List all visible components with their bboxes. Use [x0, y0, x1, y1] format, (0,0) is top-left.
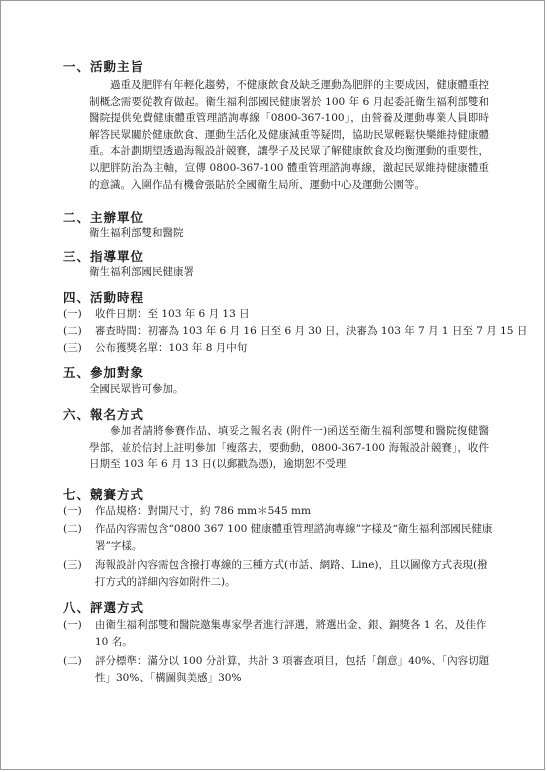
item-text: 評分標準：滿分以 100 分計算，共計 3 項審查項目，包括「創意」40%、「內容切題性」30%、「構圖與美感」30% [95, 655, 490, 684]
judging-item [63, 617, 493, 651]
section-title-competition: 七、競賽方式 [63, 487, 145, 502]
schedule-item [63, 340, 493, 357]
section-title-supervisor: 三、指導單位 [63, 249, 145, 264]
section-title-schedule: 四、活動時程 [63, 290, 145, 305]
item-number: (三) [63, 559, 82, 571]
supervisor-text: 衛生福利部國民健康署 [89, 266, 194, 278]
item-text: 公布獲獎名單：103 年 8 月中旬 [95, 342, 248, 354]
item-text: 由衛生福利部雙和醫院邀集專家學者進行評選，將選出金、銀、銅獎各 1 名，及佳作 10 名。 [95, 619, 487, 648]
item-text: 海報設計內容需包含撥打專線的三種方式(市話、網路、Line)，且以圖像方式表現(撥打方式的詳細內容如附件二)。 [95, 559, 488, 588]
item-text: 作品內容需包含“0800 367 100 健康體重管理諮詢專線”字樣及“衛生福利部國民健康署”字樣。 [95, 523, 493, 552]
competition-item [63, 503, 493, 520]
section-title-organizer: 二、主辦單位 [63, 210, 145, 225]
item-text: 審查時間：初審為 103 年 6 月 16 日至 6 月 30 日，決審為 103 年 7 月 1 日至 7 月 15 日 [95, 325, 528, 337]
item-number: (二) [63, 655, 82, 667]
registration-paragraph: 參加者請將參賽作品、填妥之報名表 (附件一)函送至衛生福利部雙和醫院復健醫學部，並於信封上註明參加「瘦落去，要動動，0800-367-100 海報設計競賽」，收件日期至 103 年 6 月 13 日(以郵戳為憑)，逾期恕不受理 [89, 425, 489, 471]
section-title-eligibility: 五、參加對象 [63, 365, 145, 380]
organizer-text: 衛生福利部雙和醫院 [89, 227, 184, 239]
item-number: (一) [63, 505, 82, 517]
competition-item [63, 521, 493, 555]
schedule-item [63, 306, 493, 323]
purpose-paragraph: 過重及肥胖有年輕化趨勢，不健康飲食及缺乏運動為肥胖的主要成因，健康體重控制概念需要從教育做起。衛生福利部國民健康署於 100 年 6 月起委託衛生福利部雙和醫院提供免費健康體重管理諮詢專線「0800-367-100」，由營養及運動專業人員即時解答民眾關於健康飲食、運動生活化及健康減重等疑問，協助民眾輕鬆快樂維持健康體重。本計劃期望透過海報設計競賽，讓學子及民眾了解健康飲食及均衡運動的重要性，以肥胖防治為主軸，宣傳 0800-367-100 體重管理諮詢專線，激起民眾維持健康體重的意識。入圍作品有機會張貼於全國衛生局所、運動中心及運動公園等。 [89, 79, 489, 191]
item-number: (一) [63, 308, 82, 320]
item-text: 作品規格：對開尺寸，約 786 mm＊545 mm [95, 505, 311, 517]
document-content [1, 1, 544, 769]
item-number: (一) [63, 619, 82, 631]
item-text: 收件日期：至 103 年 6 月 13 日 [95, 308, 250, 320]
competition-item [63, 557, 493, 591]
schedule-item [63, 323, 528, 340]
section-title-registration: 六、報名方式 [63, 407, 145, 422]
section-title-judging: 八、評選方式 [63, 600, 145, 615]
item-number: (二) [63, 325, 82, 337]
section-title-purpose: 一、活動主旨 [63, 59, 145, 74]
item-number: (二) [63, 523, 82, 535]
eligibility-text: 全國民眾皆可參加。 [89, 383, 184, 395]
item-number: (三) [63, 342, 82, 354]
judging-item [63, 653, 493, 687]
